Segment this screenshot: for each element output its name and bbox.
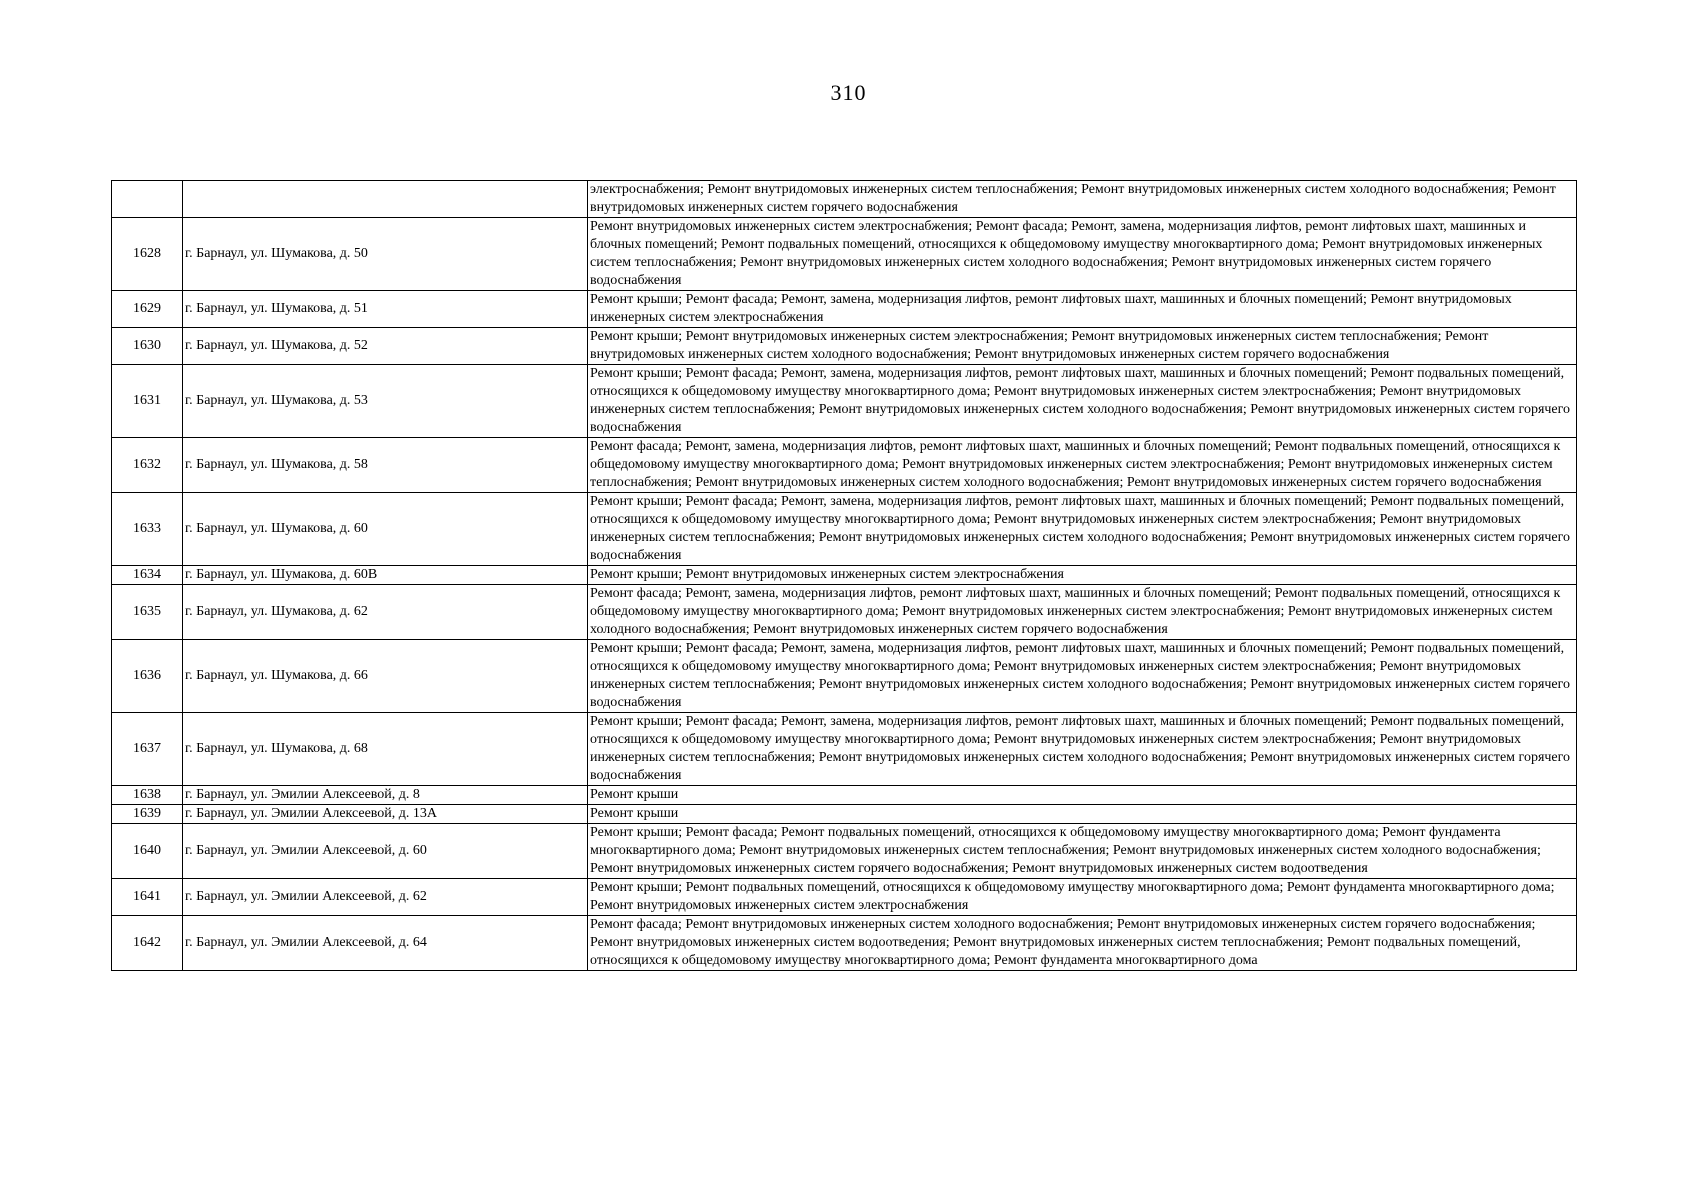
row-number: 1631 (112, 365, 183, 438)
row-number: 1634 (112, 566, 183, 585)
row-works: Ремонт крыши; Ремонт внутридомовых инженерных систем электроснабжения; Ремонт внутридомовых инженерных систем теплоснабжения; Ремонт внутридомовых инженерных систем холодного водоснабжения; Ремонт внутридомовых инженерных систем горячего водоснабжения (588, 328, 1577, 365)
table-row (112, 786, 1577, 805)
table-row (112, 438, 1577, 493)
row-address: г. Барнаул, ул. Шумакова, д. 50 (183, 218, 588, 291)
table-row (112, 566, 1577, 585)
row-number (112, 181, 183, 218)
row-address: г. Барнаул, ул. Шумакова, д. 58 (183, 438, 588, 493)
row-address: г. Барнаул, ул. Эмилии Алексеевой, д. 13А (183, 805, 588, 824)
table-row (112, 713, 1577, 786)
row-number: 1636 (112, 640, 183, 713)
row-address: г. Барнаул, ул. Шумакова, д. 51 (183, 291, 588, 328)
table-row (112, 181, 1577, 218)
row-address: г. Барнаул, ул. Эмилии Алексеевой, д. 8 (183, 786, 588, 805)
row-works: электроснабжения; Ремонт внутридомовых инженерных систем теплоснабжения; Ремонт внутридомовых инженерных систем холодного водоснабжения; Ремонт внутридомовых инженерных систем горячего водоснабжения (588, 181, 1577, 218)
row-works: Ремонт крыши; Ремонт фасада; Ремонт, замена, модернизация лифтов, ремонт лифтовых шахт, машинных и блочных помещений; Ремонт подвальных помещений, относящихся к общедомовому имуществу многоквартирного дома; Ремонт внутридомовых инженерных систем электроснабжения; Ремонт внутридомовых инженерных систем теплоснабжения; Ремонт внутридомовых инженерных систем холодного водоснабжения; Ремонт внутридомовых инженерных систем горячего водоснабжения (588, 640, 1577, 713)
row-works: Ремонт крыши (588, 786, 1577, 805)
table-row (112, 365, 1577, 438)
row-number: 1641 (112, 879, 183, 916)
table-row (112, 916, 1577, 971)
row-address (183, 181, 588, 218)
table-row (112, 328, 1577, 365)
table-row (112, 805, 1577, 824)
housing-repair-table (111, 180, 1577, 971)
row-works: Ремонт фасада; Ремонт внутридомовых инженерных систем холодного водоснабжения; Ремонт внутридомовых инженерных систем горячего водоснабжения; Ремонт внутридомовых инженерных систем водоотведения; Ремонт внутридомовых инженерных систем теплоснабжения; Ремонт подвальных помещений, относящихся к общедомовому имуществу многоквартирного дома; Ремонт фундамента многоквартирного дома (588, 916, 1577, 971)
row-number: 1629 (112, 291, 183, 328)
row-works: Ремонт фасада; Ремонт, замена, модернизация лифтов, ремонт лифтовых шахт, машинных и блочных помещений; Ремонт подвальных помещений, относящихся к общедомовому имуществу многоквартирного дома; Ремонт внутридомовых инженерных систем электроснабжения; Ремонт внутридомовых инженерных систем теплоснабжения; Ремонт внутридомовых инженерных систем холодного водоснабжения; Ремонт внутридомовых инженерных систем горячего водоснабжения (588, 438, 1577, 493)
table-body (112, 181, 1577, 971)
row-number: 1633 (112, 493, 183, 566)
row-number: 1640 (112, 824, 183, 879)
row-address: г. Барнаул, ул. Шумакова, д. 66 (183, 640, 588, 713)
row-works: Ремонт крыши; Ремонт фасада; Ремонт, замена, модернизация лифтов, ремонт лифтовых шахт, машинных и блочных помещений; Ремонт подвальных помещений, относящихся к общедомовому имуществу многоквартирного дома; Ремонт внутридомовых инженерных систем электроснабжения; Ремонт внутридомовых инженерных систем теплоснабжения; Ремонт внутридомовых инженерных систем холодного водоснабжения; Ремонт внутридомовых инженерных систем горячего водоснабжения (588, 493, 1577, 566)
row-number: 1630 (112, 328, 183, 365)
table-row (112, 291, 1577, 328)
row-number: 1639 (112, 805, 183, 824)
row-address: г. Барнаул, ул. Шумакова, д. 53 (183, 365, 588, 438)
row-works: Ремонт крыши; Ремонт внутридомовых инженерных систем электроснабжения (588, 566, 1577, 585)
row-address: г. Барнаул, ул. Шумакова, д. 60В (183, 566, 588, 585)
table-row (112, 824, 1577, 879)
row-works: Ремонт фасада; Ремонт, замена, модернизация лифтов, ремонт лифтовых шахт, машинных и блочных помещений; Ремонт подвальных помещений, относящихся к общедомовому имуществу многоквартирного дома; Ремонт внутридомовых инженерных систем электроснабжения; Ремонт внутридомовых инженерных систем холодного водоснабжения; Ремонт внутридомовых инженерных систем горячего водоснабжения (588, 585, 1577, 640)
row-address: г. Барнаул, ул. Шумакова, д. 62 (183, 585, 588, 640)
row-address: г. Барнаул, ул. Шумакова, д. 60 (183, 493, 588, 566)
table-row (112, 218, 1577, 291)
row-works: Ремонт крыши; Ремонт фасада; Ремонт, замена, модернизация лифтов, ремонт лифтовых шахт, машинных и блочных помещений; Ремонт подвальных помещений, относящихся к общедомовому имуществу многоквартирного дома; Ремонт внутридомовых инженерных систем электроснабжения; Ремонт внутридомовых инженерных систем теплоснабжения; Ремонт внутридомовых инженерных систем холодного водоснабжения; Ремонт внутридомовых инженерных систем горячего водоснабжения (588, 365, 1577, 438)
row-number: 1637 (112, 713, 183, 786)
table-row (112, 640, 1577, 713)
row-works: Ремонт крыши; Ремонт подвальных помещений, относящихся к общедомовому имуществу многоквартирного дома; Ремонт фундамента многоквартирного дома; Ремонт внутридомовых инженерных систем электроснабжения (588, 879, 1577, 916)
page-number: 310 (830, 80, 867, 105)
row-address: г. Барнаул, ул. Шумакова, д. 68 (183, 713, 588, 786)
row-works: Ремонт внутридомовых инженерных систем электроснабжения; Ремонт фасада; Ремонт, замена, модернизация лифтов, ремонт лифтовых шахт, машинных и блочных помещений; Ремонт подвальных помещений, относящихся к общедомовому имуществу многоквартирного дома; Ремонт внутридомовых инженерных систем теплоснабжения; Ремонт внутридомовых инженерных систем холодного водоснабжения; Ремонт внутридомовых инженерных систем горячего водоснабжения (588, 218, 1577, 291)
row-number: 1642 (112, 916, 183, 971)
table-row (112, 493, 1577, 566)
table-row (112, 879, 1577, 916)
row-address: г. Барнаул, ул. Эмилии Алексеевой, д. 60 (183, 824, 588, 879)
row-address: г. Барнаул, ул. Эмилии Алексеевой, д. 62 (183, 879, 588, 916)
row-number: 1635 (112, 585, 183, 640)
table-row (112, 585, 1577, 640)
row-works: Ремонт крыши; Ремонт фасада; Ремонт подвальных помещений, относящихся к общедомовому имуществу многоквартирного дома; Ремонт фундамента многоквартирного дома; Ремонт внутридомовых инженерных систем теплоснабжения; Ремонт внутридомовых инженерных систем холодного водоснабжения; Ремонт внутридомовых инженерных систем горячего водоснабжения; Ремонт внутридомовых инженерных систем водоотведения (588, 824, 1577, 879)
row-number: 1628 (112, 218, 183, 291)
row-works: Ремонт крыши; Ремонт фасада; Ремонт, замена, модернизация лифтов, ремонт лифтовых шахт, машинных и блочных помещений; Ремонт подвальных помещений, относящихся к общедомовому имуществу многоквартирного дома; Ремонт внутридомовых инженерных систем электроснабжения; Ремонт внутридомовых инженерных систем теплоснабжения; Ремонт внутридомовых инженерных систем холодного водоснабжения; Ремонт внутридомовых инженерных систем горячего водоснабжения (588, 713, 1577, 786)
row-address: г. Барнаул, ул. Эмилии Алексеевой, д. 64 (183, 916, 588, 971)
row-number: 1638 (112, 786, 183, 805)
row-works: Ремонт крыши; Ремонт фасада; Ремонт, замена, модернизация лифтов, ремонт лифтовых шахт, машинных и блочных помещений; Ремонт внутридомовых инженерных систем электроснабжения (588, 291, 1577, 328)
row-number: 1632 (112, 438, 183, 493)
row-address: г. Барнаул, ул. Шумакова, д. 52 (183, 328, 588, 365)
row-works: Ремонт крыши (588, 805, 1577, 824)
